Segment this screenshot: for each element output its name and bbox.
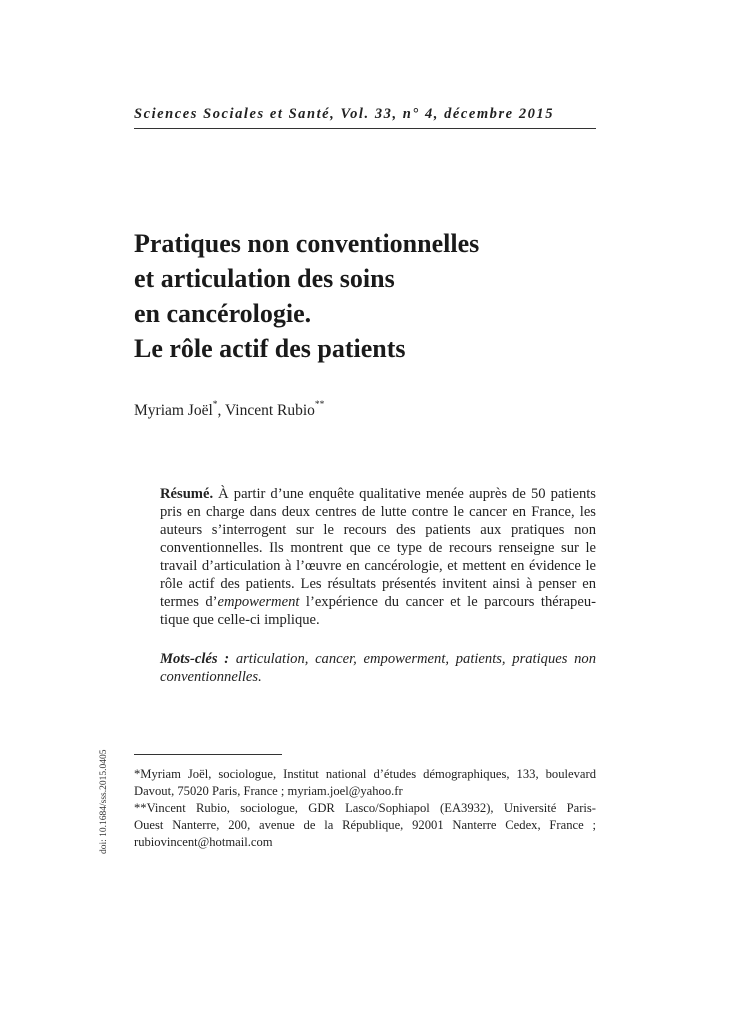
footnote-line: **Vincent Rubio, sociologue, GDR Lasco/Sophiapol (EA3932), Université Paris- (134, 801, 596, 815)
running-head: Sciences Sociales et Santé, Vol. 33, n° 4, décembre 2015 (134, 106, 555, 122)
author-list (134, 402, 324, 420)
abstract-text: À partir d’une enquête qualitative menée auprès de 50 patients (213, 486, 596, 502)
keywords-line: conventionnelles. (160, 669, 262, 685)
doi-text: doi: 10.1684/sss.2015.0405 (99, 749, 109, 854)
abstract-text: l’expérience du cancer et le parcours thérapeu- (299, 594, 596, 610)
abstract-line: rôle actif des patients. Les résultats présentés invitent ainsi à penser en (160, 576, 596, 592)
title-line: en cancérologie. (134, 299, 312, 328)
abstract-text: termes d’ (160, 594, 218, 610)
author-name: Myriam Joël (134, 402, 213, 419)
title-line: Pratiques non conventionnelles (134, 229, 480, 258)
abstract-line: tique que celle-ci implique. (160, 612, 320, 628)
abstract-line: conventionnelles. Ils montrent que ce type de recours renseigne sur le (160, 540, 596, 556)
keywords (160, 650, 596, 686)
author-separator: , (217, 402, 226, 419)
doi-sidebar (97, 734, 111, 854)
footnote-line: *Myriam Joël, sociologue, Institut national d’études démographiques, 133, boulevard (134, 767, 596, 781)
title-line: Le rôle actif des patients (134, 334, 406, 363)
article-title (134, 226, 479, 366)
abstract-line: pris en charge dans deux centres de lutte contre le cancer en France, les (160, 504, 596, 520)
footnote-line: rubiovincent@hotmail.com (134, 835, 273, 849)
abstract-line (160, 593, 596, 611)
keywords-label: Mots-clés : (160, 651, 230, 667)
abstract-line: travail d’articulation à l’œuvre en cancérologie, et mettent en évidence le (160, 558, 596, 574)
footnote-mark: * (212, 400, 218, 410)
abstract-label: Résumé. (160, 486, 214, 502)
footnotes (134, 766, 596, 851)
author-name: Vincent Rubio (225, 402, 315, 419)
keywords-line (160, 650, 596, 668)
title-line: et articulation des soins (134, 264, 395, 293)
footnote-mark: ** (314, 400, 325, 410)
abstract (160, 485, 596, 629)
abstract-emphasis: empowerment (217, 594, 300, 610)
keywords-text: articulation, cancer, empowerment, patients, pratiques non (229, 651, 596, 667)
header-rule (134, 128, 596, 129)
abstract-line: auteurs s’interrogent sur le recours des patients aux pratiques non (160, 522, 596, 538)
footnote-line: Ouest Nanterre, 200, avenue de la République, 92001 Nanterre Cedex, France ; (134, 818, 596, 832)
footnote-rule (134, 754, 282, 755)
abstract-line (160, 485, 596, 503)
footnote-line: Davout, 75020 Paris, France ; myriam.joel@yahoo.fr (134, 784, 403, 798)
